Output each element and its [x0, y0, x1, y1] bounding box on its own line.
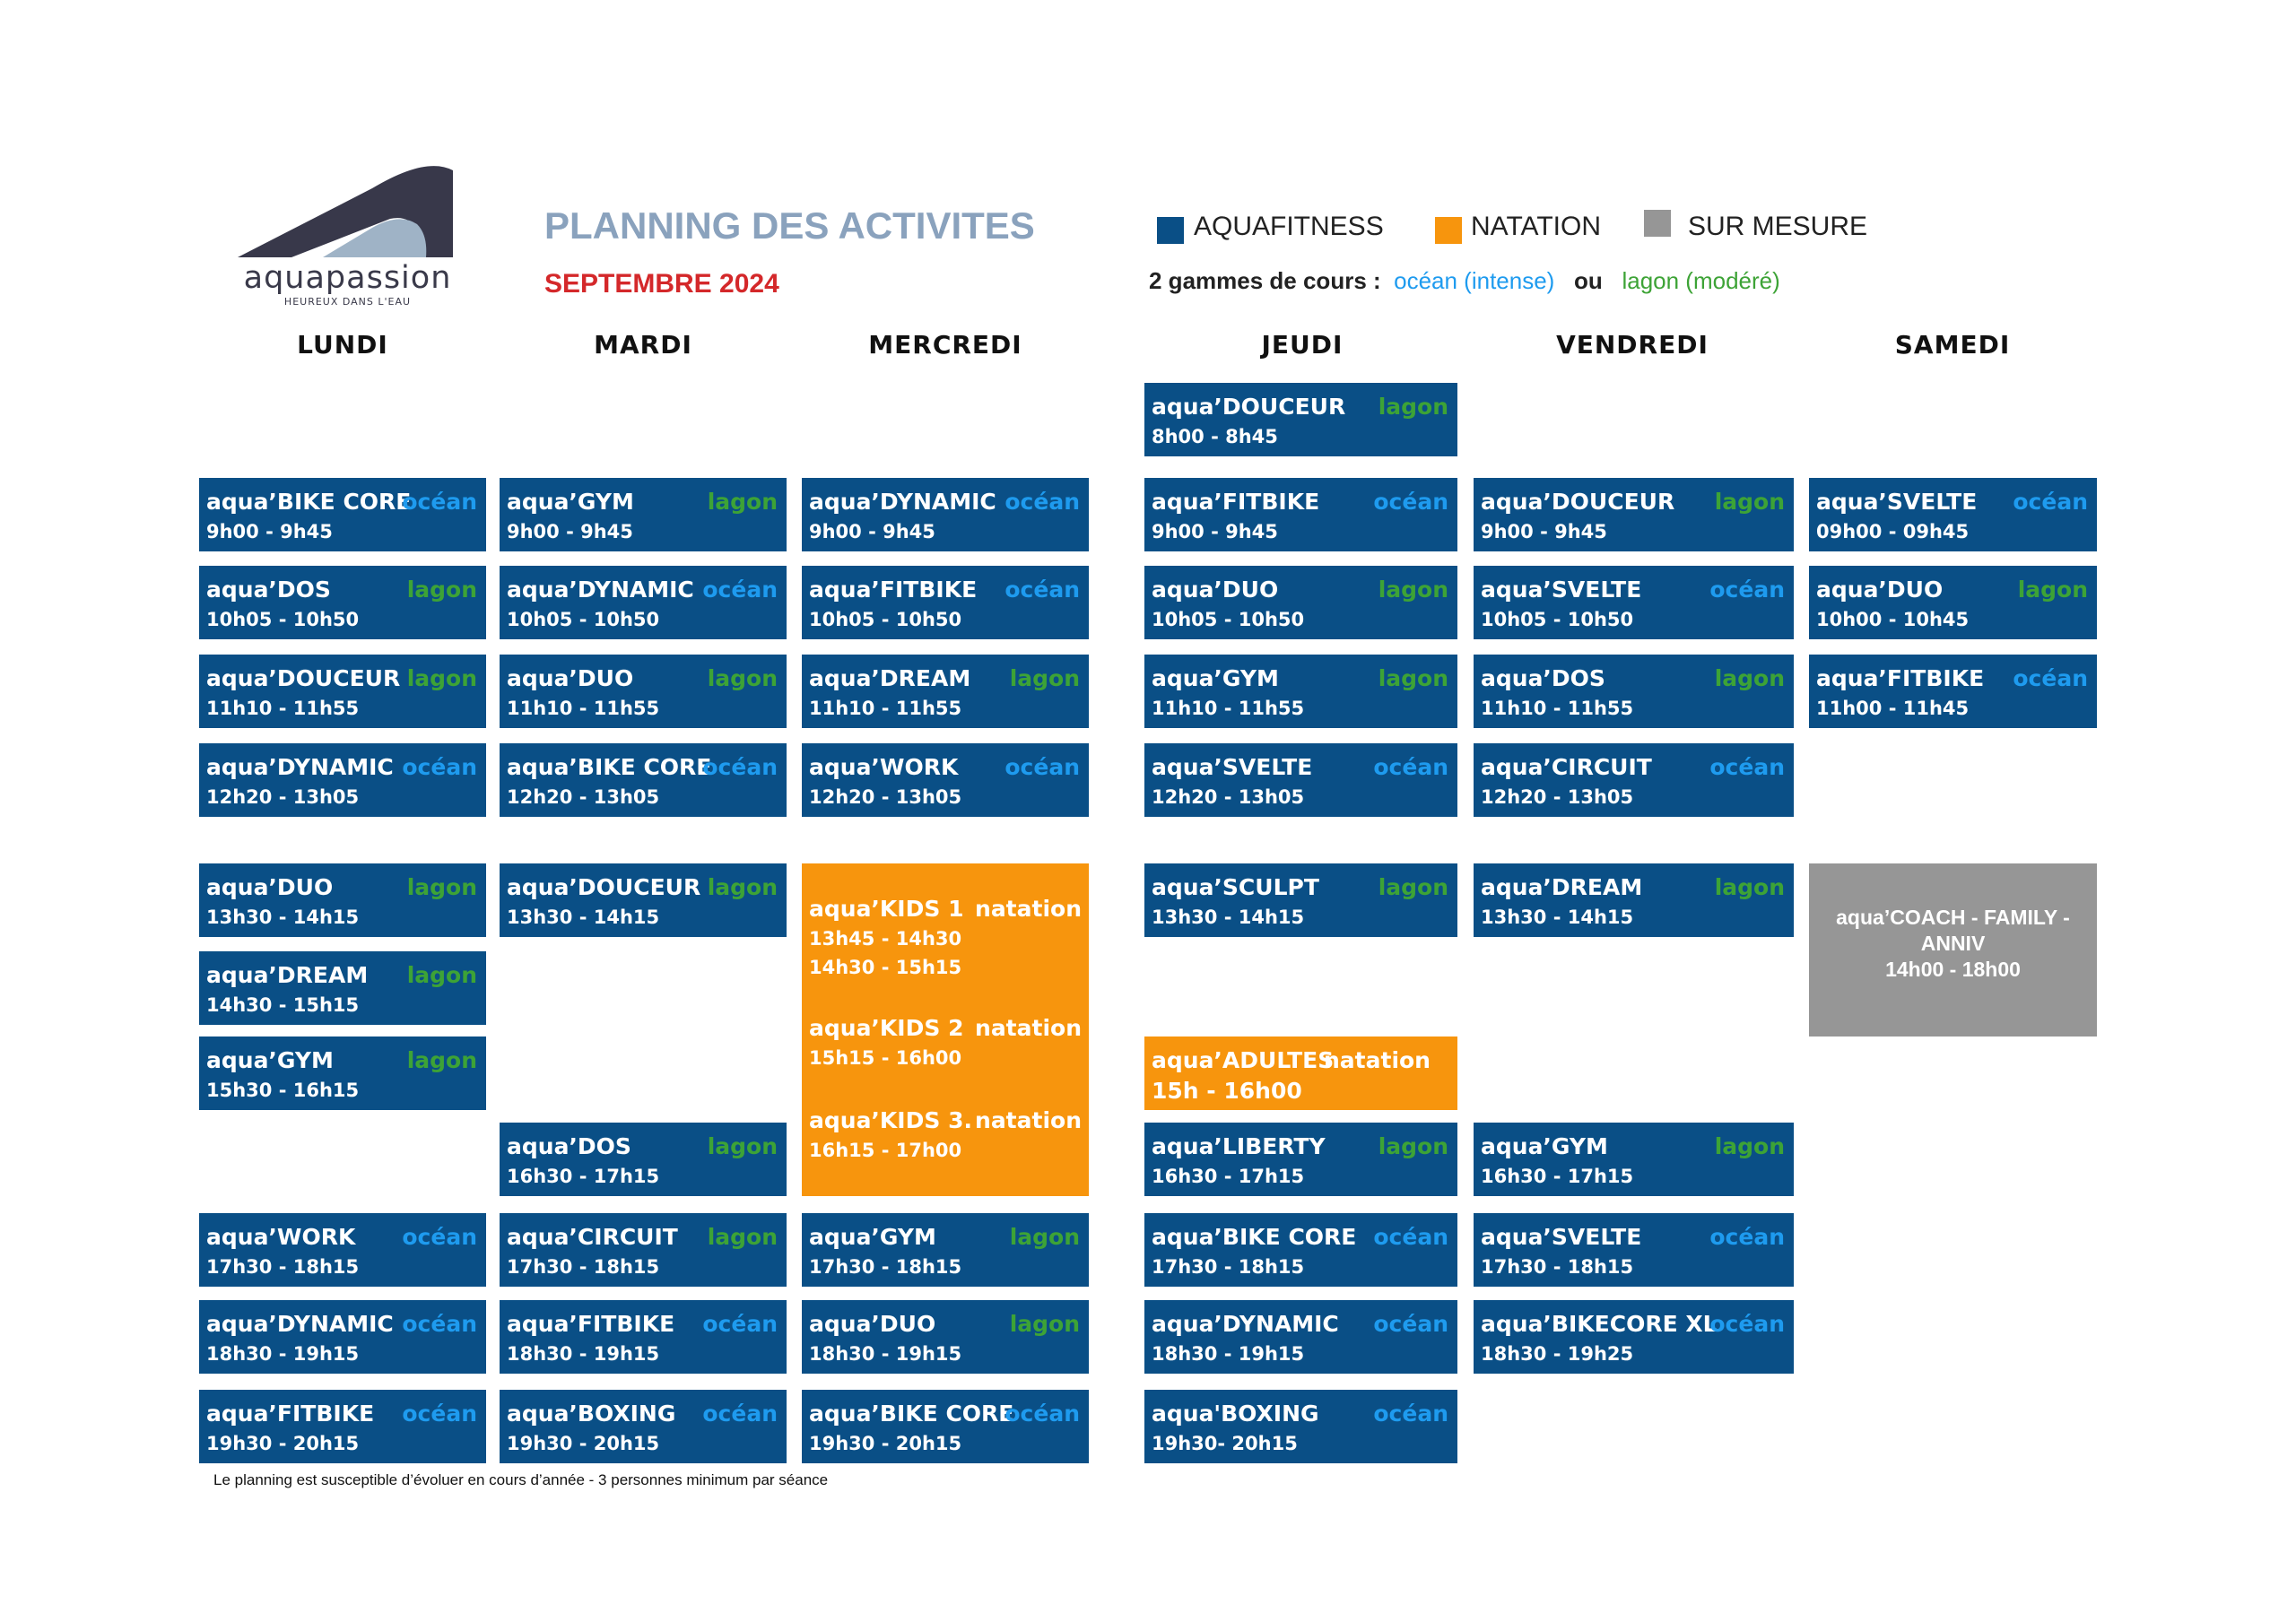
course-time: 8h00 - 8h45: [1152, 426, 1278, 447]
coach-sur-mesure-card[interactable]: [1809, 863, 2097, 1037]
course-name: aqua’SVELTE: [1481, 1224, 1642, 1250]
course-name: aqua’GYM: [1152, 665, 1279, 691]
course-time: 14h30 - 15h15: [206, 994, 360, 1016]
coach-title-line1: aqua’COACH - FAMILY -: [1836, 906, 2070, 929]
course-card[interactable]: [199, 1390, 486, 1463]
gammes-ou: ou: [1574, 267, 1603, 294]
course-card[interactable]: [500, 1390, 787, 1463]
legend-swatch-sur-mesure: [1644, 210, 1671, 237]
course-time: 15h30 - 16h15: [206, 1080, 360, 1101]
course-time: 13h30 - 14h15: [507, 906, 660, 928]
course-time: 11h10 - 11h55: [809, 698, 962, 719]
course-name: aqua’WORK: [206, 1224, 356, 1250]
course-intensity: lagon: [1714, 489, 1785, 515]
course-time: 12h20 - 13h05: [507, 786, 660, 808]
course-time: 19h30- 20h15: [1152, 1433, 1298, 1454]
course-time: 19h30 - 20h15: [507, 1433, 660, 1454]
course-time: 12h20 - 13h05: [206, 786, 360, 808]
course-name: aqua’SVELTE: [1816, 489, 1978, 515]
gammes-line: [1149, 267, 1780, 295]
course-intensity: lagon: [1009, 1311, 1080, 1337]
course-time: 10h05 - 10h50: [809, 609, 962, 630]
course-card[interactable]: [1144, 743, 1457, 817]
course-card[interactable]: [199, 863, 486, 937]
adult-swimming-card[interactable]: [1144, 1037, 1457, 1110]
course-name: aqua’BIKE CORE: [206, 489, 412, 515]
course-intensity: océan: [402, 754, 477, 780]
course-time: 18h30 - 19h15: [1152, 1343, 1305, 1365]
logo-tagline: HEUREUX DANS L'EAU: [283, 296, 412, 308]
course-time: 9h00 - 9h45: [206, 521, 333, 542]
course-card[interactable]: [199, 655, 486, 728]
course-intensity: océan: [1373, 754, 1448, 780]
kids-2-group: [809, 1015, 1082, 1076]
course-card[interactable]: [1144, 1300, 1457, 1374]
course-intensity: lagon: [2017, 577, 2088, 603]
course-time: 9h00 - 9h45: [1481, 521, 1607, 542]
kids-1-type: natation: [975, 896, 1082, 922]
day-header-samedi: SAMEDI: [1894, 330, 2011, 360]
course-name: aqua’DUO: [1816, 577, 1944, 603]
course-intensity: lagon: [1378, 665, 1448, 691]
page-title: PLANNING DES ACTIVITES: [544, 204, 1035, 247]
course-time: 10h05 - 10h50: [1152, 609, 1305, 630]
course-intensity: lagon: [707, 489, 778, 515]
course-name: aqua’DOS: [206, 577, 331, 603]
course-name: aqua’GYM: [507, 489, 634, 515]
course-intensity: océan: [2013, 489, 2088, 515]
course-intensity: océan: [702, 1311, 778, 1337]
course-intensity: lagon: [1714, 874, 1785, 900]
course-name: aqua’FITBIKE: [809, 577, 978, 603]
course-name: aqua'BOXING: [1152, 1401, 1319, 1427]
course-time: 17h30 - 18h15: [809, 1256, 962, 1278]
course-intensity: océan: [1004, 489, 1080, 515]
course-intensity: lagon: [1009, 1224, 1080, 1250]
course-name: aqua’BIKE CORE: [507, 754, 712, 780]
course-time: 11h10 - 11h55: [1481, 698, 1634, 719]
course-name: aqua’SCULPT: [1152, 874, 1319, 900]
course-time: 11h00 - 11h45: [1816, 698, 1970, 719]
course-card[interactable]: [1474, 478, 1794, 551]
day-header-mercredi: MERCREDI: [868, 330, 1022, 360]
course-name: aqua’DUO: [507, 665, 634, 691]
kids-swimming-block[interactable]: [802, 863, 1089, 1196]
kids-2-time: 15h15 - 16h00: [809, 1047, 962, 1069]
day-header-vendredi: VENDREDI: [1556, 330, 1709, 360]
course-name: aqua’DREAM: [206, 962, 369, 988]
course-name: aqua’DOS: [1481, 665, 1605, 691]
course-time: 13h30 - 14h15: [1481, 906, 1634, 928]
course-intensity: océan: [1004, 1401, 1080, 1427]
course-card[interactable]: [500, 1300, 787, 1374]
course-name: aqua’CIRCUIT: [507, 1224, 678, 1250]
course-name: aqua’DREAM: [809, 665, 971, 691]
course-time: 11h10 - 11h55: [507, 698, 660, 719]
course-name: aqua’GYM: [809, 1224, 936, 1250]
course-name: aqua’DYNAMIC: [507, 577, 694, 603]
kids-3-time: 16h15 - 17h00: [809, 1140, 962, 1161]
course-time: 18h30 - 19h15: [206, 1343, 360, 1365]
course-time: 11h10 - 11h55: [206, 698, 360, 719]
course-time: 10h05 - 10h50: [206, 609, 360, 630]
course-intensity: océan: [702, 754, 778, 780]
course-intensity: océan: [402, 1224, 477, 1250]
course-intensity: océan: [1004, 577, 1080, 603]
page-subtitle: SEPTEMBRE 2024: [544, 269, 779, 299]
course-time: 10h05 - 10h50: [507, 609, 660, 630]
course-card[interactable]: [1474, 566, 1794, 639]
course-time: 16h30 - 17h15: [1152, 1166, 1305, 1187]
course-name: aqua’BIKECORE XL: [1481, 1311, 1718, 1337]
kids-3-type: natation: [975, 1107, 1082, 1133]
course-name: aqua’FITBIKE: [1152, 489, 1320, 515]
course-time: 13h30 - 14h15: [206, 906, 360, 928]
course-name: aqua’ADULTES: [1152, 1047, 1335, 1073]
course-intensity: océan: [1709, 1311, 1785, 1337]
course-card[interactable]: [500, 478, 787, 551]
course-name: aqua’FITBIKE: [507, 1311, 675, 1337]
course-name: aqua’BIKE CORE: [1152, 1224, 1357, 1250]
course-card[interactable]: [1144, 478, 1457, 551]
course-card[interactable]: [802, 743, 1089, 817]
course-time: 9h00 - 9h45: [507, 521, 633, 542]
course-name: aqua’DUO: [1152, 577, 1279, 603]
course-time: 19h30 - 20h15: [206, 1433, 360, 1454]
course-time: 17h30 - 18h15: [206, 1256, 360, 1278]
course-card[interactable]: [500, 863, 787, 937]
course-name: aqua’DYNAMIC: [206, 754, 394, 780]
course-time: 09h00 - 09h45: [1816, 521, 1970, 542]
course-time: 9h00 - 9h45: [1152, 521, 1278, 542]
course-card[interactable]: [1474, 1213, 1794, 1287]
course-intensity: océan: [402, 1401, 477, 1427]
course-intensity: lagon: [406, 962, 477, 988]
course-card[interactable]: [802, 1300, 1089, 1374]
course-name: aqua’DREAM: [1481, 874, 1643, 900]
course-intensity: lagon: [406, 1047, 477, 1073]
course-intensity: océan: [1373, 1401, 1448, 1427]
course-time: 16h30 - 17h15: [1481, 1166, 1634, 1187]
course-intensity: océan: [402, 489, 477, 515]
course-intensity: lagon: [406, 874, 477, 900]
legend-label-sur-mesure: SUR MESURE: [1688, 212, 1868, 241]
course-name: aqua’DOUCEUR: [1152, 394, 1346, 420]
course-name: aqua’DOUCEUR: [1481, 489, 1675, 515]
course-card[interactable]: [802, 566, 1089, 639]
logo-wordmark: aquapassion: [243, 260, 452, 296]
course-card[interactable]: [802, 1213, 1089, 1287]
day-header-lundi: LUNDI: [297, 330, 388, 360]
course-name: aqua’FITBIKE: [1816, 665, 1985, 691]
course-intensity: océan: [402, 1311, 477, 1337]
course-intensity: océan: [702, 577, 778, 603]
course-card[interactable]: [199, 1037, 486, 1110]
course-time: 17h30 - 18h15: [1152, 1256, 1305, 1278]
course-card[interactable]: [199, 743, 486, 817]
day-header-mardi: MARDI: [594, 330, 692, 360]
kids-1-group: [809, 896, 1082, 985]
course-time: 10h00 - 10h45: [1816, 609, 1970, 630]
course-card[interactable]: [1474, 863, 1794, 937]
course-name: aqua’DUO: [809, 1311, 936, 1337]
course-card[interactable]: [199, 1300, 486, 1374]
kids-2-type: natation: [975, 1015, 1082, 1041]
course-time: 15h - 16h00: [1152, 1078, 1302, 1104]
course-name: aqua’SVELTE: [1481, 577, 1642, 603]
course-name: aqua’DYNAMIC: [206, 1311, 394, 1337]
kids-2-name: aqua’KIDS 2: [809, 1015, 964, 1041]
course-name: aqua’SVELTE: [1152, 754, 1313, 780]
course-intensity: lagon: [1378, 874, 1448, 900]
kids-1-time-b: 14h30 - 15h15: [809, 957, 962, 978]
course-card[interactable]: [802, 655, 1089, 728]
course-time: 13h30 - 14h15: [1152, 906, 1305, 928]
course-intensity: lagon: [707, 665, 778, 691]
course-card[interactable]: [1144, 1390, 1457, 1463]
course-time: 11h10 - 11h55: [1152, 698, 1305, 719]
course-card[interactable]: [1474, 655, 1794, 728]
course-intensity: océan: [2013, 665, 2088, 691]
legend-swatch-aquafitness: [1157, 217, 1184, 244]
course-intensity: natation: [1324, 1047, 1431, 1073]
course-intensity: océan: [1709, 754, 1785, 780]
course-time: 16h30 - 17h15: [507, 1166, 660, 1187]
course-card[interactable]: [1809, 478, 2097, 551]
course-time: 17h30 - 18h15: [1481, 1256, 1634, 1278]
course-card[interactable]: [500, 655, 787, 728]
course-card[interactable]: [199, 1213, 486, 1287]
course-card[interactable]: [1144, 1123, 1457, 1196]
course-time: 12h20 - 13h05: [1481, 786, 1634, 808]
course-time: 10h05 - 10h50: [1481, 609, 1634, 630]
course-time: 17h30 - 18h15: [507, 1256, 660, 1278]
course-card[interactable]: [1144, 863, 1457, 937]
course-name: aqua’BOXING: [507, 1401, 676, 1427]
course-name: aqua’DYNAMIC: [809, 489, 996, 515]
course-card[interactable]: [1809, 655, 2097, 728]
course-time: 18h30 - 19h15: [507, 1343, 660, 1365]
legend-label-natation: NATATION: [1471, 212, 1601, 241]
course-name: aqua’LIBERTY: [1152, 1133, 1326, 1159]
course-card[interactable]: [1474, 1123, 1794, 1196]
kids-3-name: aqua’KIDS 3.: [809, 1107, 972, 1133]
coach-time: 14h00 - 18h00: [1885, 958, 2021, 981]
course-intensity: océan: [1709, 577, 1785, 603]
course-card[interactable]: [1144, 1213, 1457, 1287]
course-time: 19h30 - 20h15: [809, 1433, 962, 1454]
course-intensity: océan: [702, 1401, 778, 1427]
footnote: Le planning est susceptible d’évoluer en cours d’année - 3 personnes minimum par séance: [213, 1471, 829, 1488]
course-name: aqua’DOUCEUR: [206, 665, 401, 691]
course-card[interactable]: [1144, 655, 1457, 728]
course-card[interactable]: [199, 478, 486, 551]
course-intensity: lagon: [707, 1133, 778, 1159]
course-card[interactable]: [1474, 1300, 1794, 1374]
course-card[interactable]: [500, 1213, 787, 1287]
course-card[interactable]: [500, 1123, 787, 1196]
course-intensity: lagon: [1009, 665, 1080, 691]
kids-3-group: [809, 1107, 1082, 1168]
course-name: aqua’GYM: [206, 1047, 334, 1073]
course-card[interactable]: [802, 1390, 1089, 1463]
gammes-ocean: océan (intense): [1394, 267, 1555, 294]
course-name: aqua’WORK: [809, 754, 959, 780]
course-card[interactable]: [1144, 383, 1457, 456]
course-card[interactable]: [1474, 743, 1794, 817]
course-time: 12h20 - 13h05: [1152, 786, 1305, 808]
course-name: aqua’CIRCUIT: [1481, 754, 1652, 780]
course-intensity: lagon: [1714, 665, 1785, 691]
course-name: aqua’BIKE CORE: [809, 1401, 1014, 1427]
course-intensity: lagon: [1378, 1133, 1448, 1159]
course-card[interactable]: [1144, 566, 1457, 639]
course-intensity: océan: [1373, 1224, 1448, 1250]
course-intensity: lagon: [1714, 1133, 1785, 1159]
course-time: 18h30 - 19h15: [809, 1343, 962, 1365]
kids-1-time-a: 13h45 - 14h30: [809, 928, 962, 950]
course-card[interactable]: [500, 566, 787, 639]
course-time: 9h00 - 9h45: [809, 521, 935, 542]
course-card[interactable]: [199, 951, 486, 1025]
course-intensity: lagon: [406, 665, 477, 691]
course-intensity: lagon: [1378, 577, 1448, 603]
course-intensity: lagon: [1378, 394, 1448, 420]
kids-1-name: aqua’KIDS 1: [809, 896, 964, 922]
gammes-prefix: 2 gammes de cours :: [1149, 267, 1381, 294]
course-intensity: océan: [1373, 1311, 1448, 1337]
course-intensity: océan: [1004, 754, 1080, 780]
course-name: aqua’DOUCEUR: [507, 874, 701, 900]
legend-label-aquafitness: AQUAFITNESS: [1194, 212, 1384, 241]
course-name: aqua’FITBIKE: [206, 1401, 375, 1427]
gammes-lagon: lagon (modéré): [1622, 267, 1780, 294]
course-card[interactable]: [500, 743, 787, 817]
course-name: aqua’DYNAMIC: [1152, 1311, 1339, 1337]
legend-swatch-natation: [1435, 217, 1462, 244]
course-card[interactable]: [199, 566, 486, 639]
coach-title-line2: ANNIV: [1920, 932, 1986, 955]
aquapassion-logo: [238, 163, 457, 311]
course-intensity: lagon: [707, 874, 778, 900]
course-name: aqua’DUO: [206, 874, 334, 900]
course-intensity: lagon: [406, 577, 477, 603]
course-intensity: océan: [1373, 489, 1448, 515]
course-name: aqua’GYM: [1481, 1133, 1608, 1159]
course-intensity: océan: [1709, 1224, 1785, 1250]
day-header-jeudi: JEUDI: [1261, 330, 1344, 360]
course-name: aqua’DOS: [507, 1133, 631, 1159]
course-time: 18h30 - 19h25: [1481, 1343, 1634, 1365]
course-time: 12h20 - 13h05: [809, 786, 962, 808]
course-card[interactable]: [802, 478, 1089, 551]
course-card[interactable]: [1809, 566, 2097, 639]
course-intensity: lagon: [707, 1224, 778, 1250]
